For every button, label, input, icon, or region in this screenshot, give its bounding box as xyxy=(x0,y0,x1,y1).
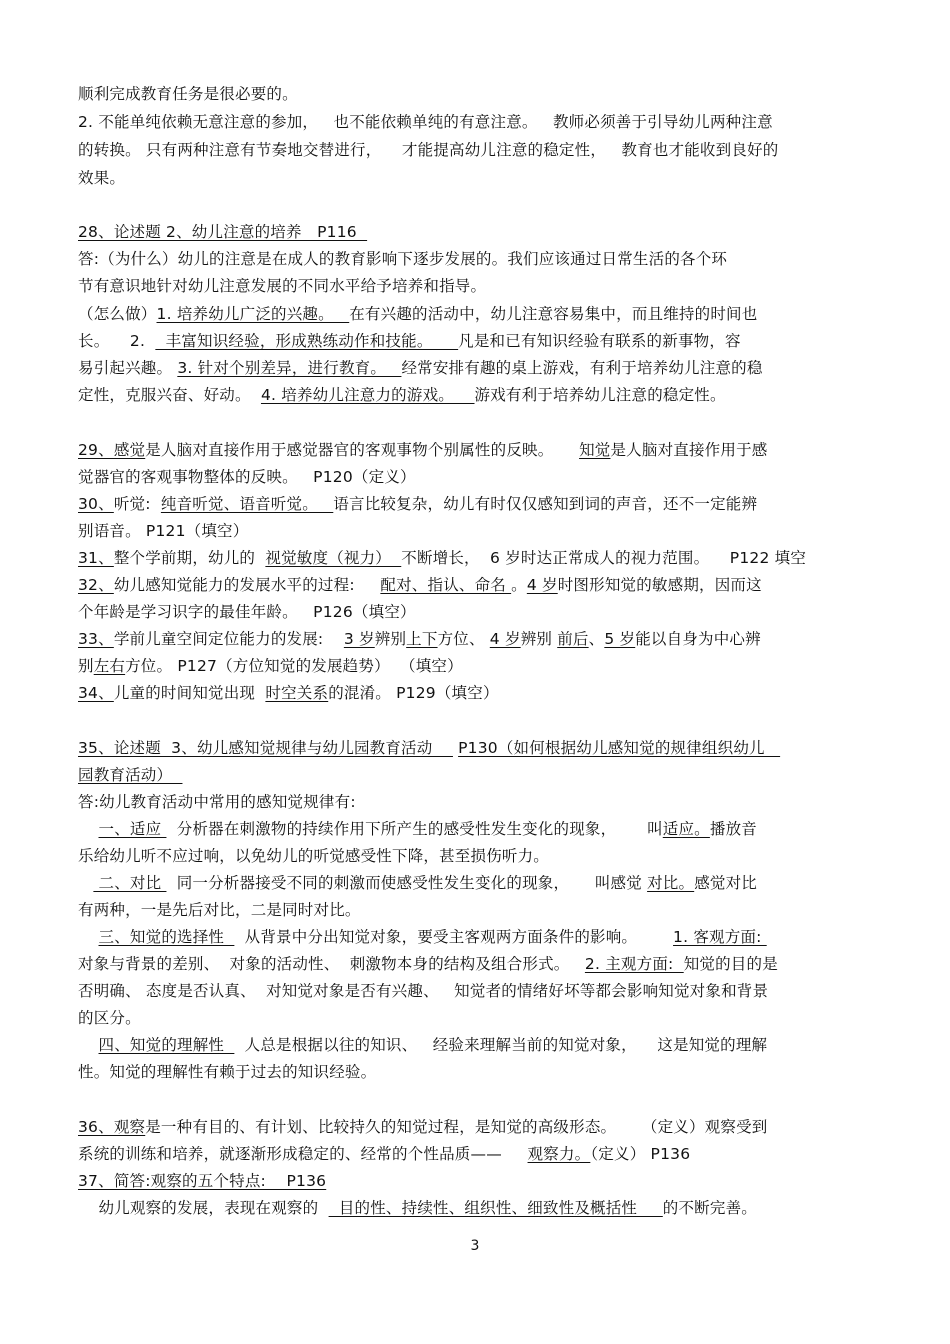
underlined-text: 5 岁 xyxy=(604,630,636,648)
underlined-text: 37、简答:观察的五个特点: P136 xyxy=(78,1172,327,1190)
text-line xyxy=(78,548,806,568)
text-line xyxy=(78,792,356,812)
underlined-text: 园教育活动） xyxy=(78,766,183,784)
underlined-text: 纯音听觉、语音听觉。 xyxy=(160,495,334,513)
text-segment: 对象与背景的差别、 对象的活动性、 刺激物本身的结构及组合形式。 xyxy=(78,955,585,973)
text-line xyxy=(78,900,361,920)
text-segment: 是人脑对直接作用于感 xyxy=(610,441,768,459)
text-line xyxy=(78,765,182,785)
text-line xyxy=(78,84,298,104)
text-segment: 的转换。 只有两种注意有节奏地交替进行， 才能提高幼儿注意的稳定性， 教育也才能收到良好的 xyxy=(78,141,779,159)
underlined-text: 3 岁 xyxy=(343,630,375,648)
text-segment: 定性，克服兴奋、好动。 xyxy=(78,386,261,404)
text-segment: 别 xyxy=(78,657,94,675)
underlined-text: 目的性、持续性、组织性、细致性及概括性 xyxy=(328,1199,663,1217)
text-line xyxy=(78,440,768,460)
underlined-text: 丰富知识经验，形成熟练动作和技能。 xyxy=(155,332,459,350)
text-line xyxy=(78,1171,326,1191)
text-line xyxy=(78,467,416,487)
text-line xyxy=(78,683,499,703)
text-segment: 是人脑对直接作用于感觉器官的客观事物个别属性的反映。 xyxy=(145,441,580,459)
underlined-text: P130（如何根据幼儿感知觉的规律组织幼儿 xyxy=(458,739,781,757)
text-segment: 觉器官的客观事物整体的反映。 P120（定义） xyxy=(78,468,416,486)
underlined-text: 31、 xyxy=(78,549,114,567)
text-segment: 乐给幼儿听不应过响，以免幼儿的听觉感受性下降，甚至损伤听力。 xyxy=(78,847,550,865)
underlined-text: 三、知觉的选择性 xyxy=(98,928,235,946)
text-line xyxy=(78,846,549,866)
underlined-text: 1. 培养幼儿广泛的兴趣。 xyxy=(156,305,350,323)
text-segment: 节有意识地针对幼儿注意发展的不同水平给予培养和指导。 xyxy=(78,277,487,295)
text-line xyxy=(78,112,773,132)
text-line xyxy=(78,1198,757,1218)
text-segment: 学前儿童空间定位能力的发展: xyxy=(113,630,344,648)
text-segment: 播放音 xyxy=(709,820,757,838)
text-segment: 个年龄是学习识字的最佳年龄。 P126（填空） xyxy=(78,603,416,621)
underlined-text: 左右 xyxy=(93,657,126,675)
text-line xyxy=(78,927,767,947)
text-segment: 答:幼儿教育活动中常用的感知觉规律有: xyxy=(78,793,356,811)
text-segment: 不断增长， 6 岁时达正常成人的视力范围。 P122 填空 xyxy=(401,549,807,567)
underlined-text: 时空关系 xyxy=(265,684,329,702)
text-segment: 幼儿观察的发展，表现在观察的 xyxy=(78,1199,329,1217)
text-segment: 同一分析器接受不同的刺激而使感受性发生变化的现象， 叫感觉 xyxy=(166,874,648,892)
text-segment: 系统的训练和培养，就逐渐形成稳定的、经常的个性品质—— xyxy=(78,1145,528,1163)
underlined-text: 33、 xyxy=(78,630,114,648)
text-segment xyxy=(78,874,93,892)
text-segment: 人总是根据以往的知识、 经验来理解当前的知觉对象， 这是知觉的理解 xyxy=(234,1036,768,1054)
text-segment: 别语音。 P121（填空） xyxy=(78,522,249,540)
text-segment: 分析器在刺激物的持续作用下所产生的感受性发生变化的现象， 叫 xyxy=(166,820,663,838)
text-segment: 、 xyxy=(588,630,605,648)
text-line xyxy=(78,385,726,405)
text-line xyxy=(78,494,757,514)
underlined-text: 视觉敏度（视力） xyxy=(265,549,402,567)
text-line xyxy=(78,575,762,595)
underlined-text: 2. 主观方面: xyxy=(584,955,684,973)
underlined-text: 29、感觉 xyxy=(78,441,146,459)
underlined-text: 4. 培养幼儿注意力的游戏。 xyxy=(260,386,475,404)
text-segment: 的区分。 xyxy=(78,1009,141,1027)
text-line xyxy=(78,276,486,296)
underlined-text: 35、论述题 3、幼儿感知觉规律与幼儿园教育活动 xyxy=(78,739,453,757)
text-segment: 幼儿感知觉能力的发展水平的过程: xyxy=(113,576,381,594)
page-number: 3 xyxy=(470,1238,480,1254)
text-segment: 从背景中分出知觉对象，要受主客观两方面条件的影响。 xyxy=(234,928,674,946)
text-line xyxy=(78,168,125,188)
text-line xyxy=(78,140,778,160)
text-segment: 辨别 xyxy=(374,630,407,648)
underlined-text: 30、 xyxy=(78,495,114,513)
underlined-text: 知觉 xyxy=(579,441,611,459)
text-line xyxy=(78,954,778,974)
underlined-text: 32、 xyxy=(78,576,114,594)
text-segment: 辨别 xyxy=(520,630,558,648)
text-segment: 的不断完善。 xyxy=(662,1199,757,1217)
text-segment xyxy=(78,820,99,838)
text-segment: 顺利完成教育任务是很必要的。 xyxy=(78,85,298,103)
text-line xyxy=(78,1117,767,1137)
text-segment: 儿童的时间知觉出现 xyxy=(113,684,266,702)
underlined-text: 4 岁 xyxy=(526,576,558,594)
underlined-text: 对比。 xyxy=(647,874,695,892)
text-segment: 。 xyxy=(511,576,527,594)
underlined-text: 上下 xyxy=(406,630,438,648)
underlined-text: 1. 客观方面: xyxy=(673,928,767,946)
text-line xyxy=(78,1035,767,1055)
underlined-text: 4 岁 xyxy=(489,630,521,648)
text-line xyxy=(78,304,757,324)
text-line xyxy=(78,1008,141,1028)
text-segment: 能以自身为中心辨 xyxy=(635,630,761,648)
text-segment: 经常安排有趣的桌上游戏，有利于培养幼儿注意的稳 xyxy=(401,359,763,377)
text-segment: 方位、 xyxy=(437,630,490,648)
text-line xyxy=(78,629,761,649)
text-segment: 知觉的目的是 xyxy=(683,955,778,973)
text-segment: 2. 不能单纯依赖无意注意的参加， 也不能依赖单纯的有意注意。 教师必须善于引导幼儿两种注意 xyxy=(78,113,773,131)
text-line xyxy=(78,331,741,351)
underlined-text: 36、观察 xyxy=(78,1118,146,1136)
underlined-text: 适应。 xyxy=(662,820,710,838)
underlined-text: 一、适应 xyxy=(98,820,167,838)
text-segment xyxy=(78,928,99,946)
text-segment: 的混淆。 P129（填空） xyxy=(328,684,499,702)
text-line xyxy=(78,981,768,1001)
text-segment: （定义） P136 xyxy=(590,1145,691,1163)
text-line xyxy=(78,873,757,893)
text-segment: 听觉: xyxy=(113,495,161,513)
underlined-text: 34、 xyxy=(78,684,114,702)
underlined-text: 前后 xyxy=(557,630,589,648)
text-segment: 凡是和已有知识经验有联系的新事物，容 xyxy=(458,332,741,350)
text-segment: 长。 2. xyxy=(78,332,156,350)
text-line xyxy=(78,521,248,541)
text-segment: 是一种有目的、有计划、比较持久的知觉过程，是知觉的高级形态。 （定义）观察受到 xyxy=(145,1118,768,1136)
text-segment: 有两种，一是先后对比，二是同时对比。 xyxy=(78,901,361,919)
text-segment: 否明确、 态度是否认真、 对知觉对象是否有兴趣、 知觉者的情绪好坏等都会影响知觉对象和背景 xyxy=(78,982,769,1000)
text-segment: 易引起兴趣。 xyxy=(78,359,178,377)
text-line xyxy=(78,656,463,676)
text-segment: 游戏有利于培养幼儿注意的稳定性。 xyxy=(474,386,726,404)
text-line xyxy=(78,1062,376,1082)
text-segment xyxy=(78,1036,99,1054)
text-segment: 性。知觉的理解性有赖于过去的知识经验。 xyxy=(78,1063,377,1081)
text-segment: 时图形知觉的敏感期，因而这 xyxy=(557,576,762,594)
text-segment: 效果。 xyxy=(78,169,126,187)
underlined-text: 28、论述题 2、幼儿注意的培养 P116 xyxy=(78,223,368,241)
text-line xyxy=(78,1144,690,1164)
underlined-text: 四、知觉的理解性 xyxy=(98,1036,235,1054)
text-segment: 语言比较复杂，幼儿有时仅仅感知到词的声音，还不一定能辨 xyxy=(333,495,758,513)
text-line xyxy=(78,249,727,269)
text-segment: （怎么做） xyxy=(78,305,157,323)
text-segment: 方位。 P127（方位知觉的发展趋势） （填空） xyxy=(125,657,463,675)
text-segment: 感觉对比 xyxy=(694,874,757,892)
underlined-text: 配对、指认、命名 xyxy=(380,576,512,594)
text-line xyxy=(78,819,757,839)
text-line xyxy=(78,358,763,378)
text-segment: 答:（为什么）幼儿的注意是在成人的教育影响下逐步发展的。我们应该通过日常生活的各个环 xyxy=(78,250,728,268)
underlined-text: 二、对比 xyxy=(93,874,167,892)
underlined-text: 观察力。 xyxy=(527,1145,591,1163)
underlined-text: 3. 针对个别差异，进行教育。 xyxy=(177,359,402,377)
text-line xyxy=(78,602,416,622)
text-segment: 在有兴趣的活动中，幼儿注意容易集中，而且维持的时间也 xyxy=(349,305,758,323)
text-line xyxy=(78,738,780,758)
text-segment: 整个学前期，幼儿的 xyxy=(113,549,266,567)
text-line xyxy=(78,222,367,242)
